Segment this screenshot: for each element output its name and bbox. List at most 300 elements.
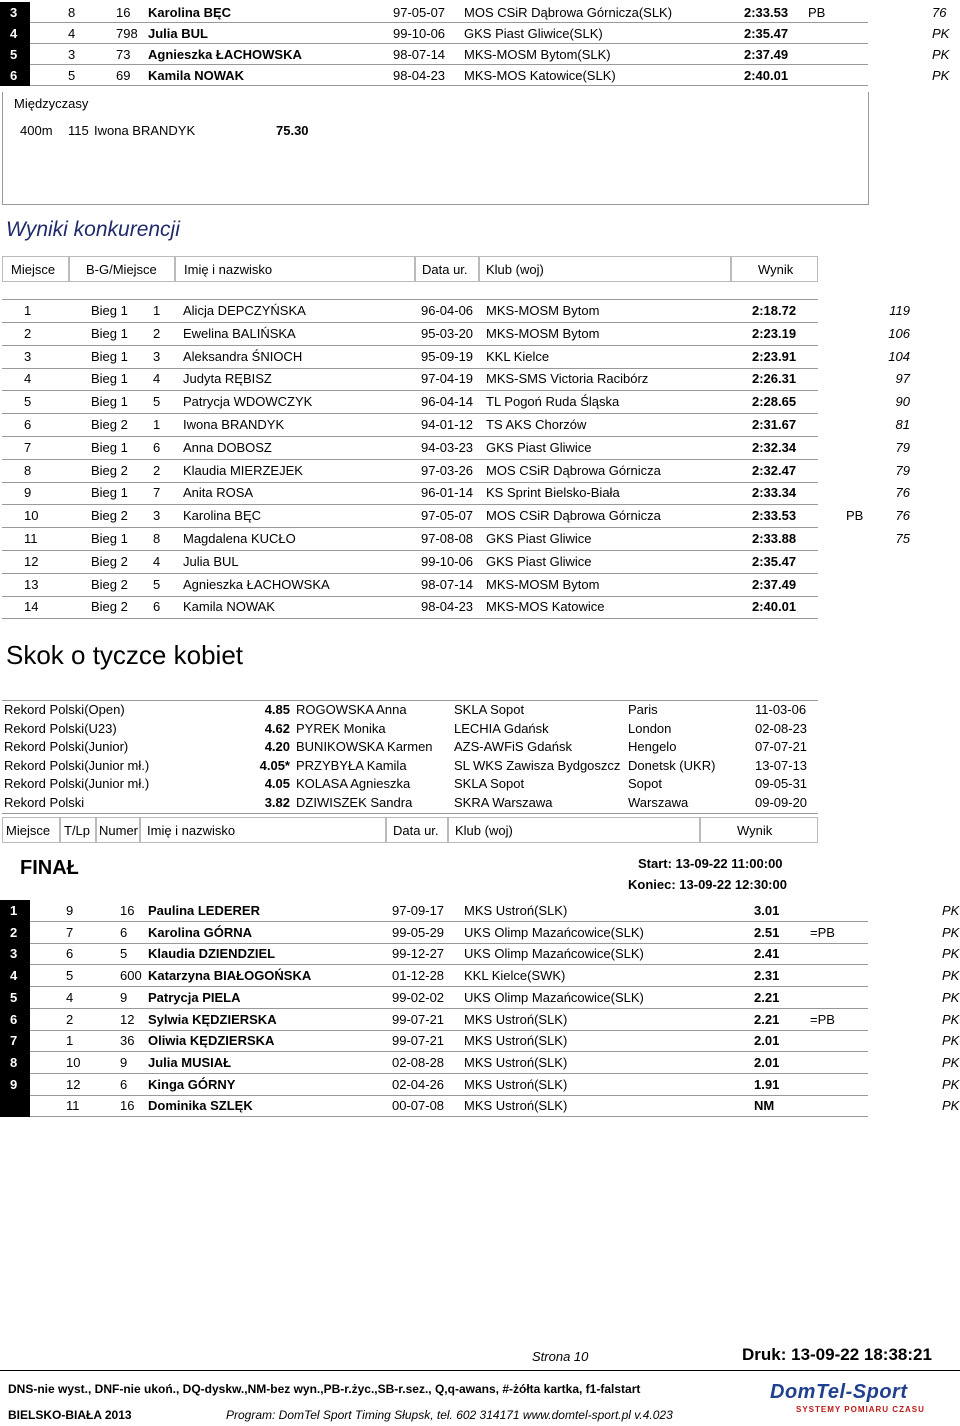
result: 3.01 — [754, 903, 780, 918]
place: 13 — [24, 576, 39, 592]
note: =PB — [810, 1011, 835, 1027]
table-row — [0, 482, 960, 504]
result: 2.01 — [754, 1033, 780, 1049]
club: MKS-SMS Victoria Racibórz — [486, 371, 649, 387]
athlete-name: Klaudia MIERZEJEK — [183, 462, 303, 478]
heat: Bieg 2 — [91, 462, 128, 478]
record-holder: KOLASA Agnieszka — [296, 776, 411, 792]
table-row — [0, 1030, 960, 1052]
athlete-name: Kamila NOWAK — [183, 599, 275, 615]
points: PK — [942, 1076, 960, 1092]
club: GKS Piast Gliwice — [486, 531, 592, 546]
record-holder: BUNIKOWSKA Karmen — [296, 739, 433, 755]
pv-hdr-lp: T/Lp — [64, 823, 91, 838]
result: 2:33.53 — [744, 5, 789, 20]
club: MKS-MOS Katowice — [486, 599, 605, 615]
club: MOS CSiR Dąbrowa Górnicza(SLK) — [464, 5, 673, 20]
points: 90 — [895, 394, 910, 410]
athlete-name: Magdalena KUCŁO — [183, 531, 296, 546]
points: PK — [942, 1011, 960, 1027]
birth-date: 98-04-23 — [421, 599, 474, 615]
record-club: AZS-AWFiS Gdańsk — [454, 739, 572, 755]
birth-date: 94-03-23 — [421, 439, 474, 455]
birth-date: 01-12-28 — [392, 968, 445, 984]
points: PK — [932, 47, 950, 62]
result: 2:40.01 — [744, 68, 789, 83]
table-row — [0, 44, 960, 65]
bib-number: 9 — [120, 989, 128, 1005]
birth-date: 98-07-14 — [393, 47, 446, 62]
points: PK — [942, 1098, 960, 1114]
place: 14 — [24, 599, 39, 615]
table-row — [0, 346, 960, 368]
table-row — [0, 900, 960, 922]
athlete-name: Patrycja PIELA — [148, 989, 241, 1005]
lane: 8 — [68, 5, 76, 20]
result: 2:18.72 — [752, 303, 797, 318]
place: 2 — [24, 325, 32, 341]
athlete-name: Ewelina BALIŃSKA — [183, 325, 296, 341]
split-distance: 400m — [20, 123, 53, 138]
points: 79 — [895, 439, 910, 455]
result: 2:32.47 — [752, 462, 797, 478]
place: 6 — [10, 68, 18, 83]
club: UKS Olimp Mazańcowice(SLK) — [464, 946, 644, 962]
athlete-name: Patrycja WDOWCZYK — [183, 394, 313, 410]
split-name: Iwona BRANDYK — [94, 123, 196, 138]
final-start: Start: 13-09-22 11:00:00 — [638, 856, 783, 871]
pv-hdr-dob: Data ur. — [393, 823, 439, 838]
bib-number: 6 — [120, 1076, 128, 1092]
record-holder: PYREK Monika — [296, 720, 386, 736]
result: 2:33.53 — [752, 508, 797, 524]
result: 2.01 — [754, 1054, 780, 1070]
club: MOS CSiR Dąbrowa Górnicza — [486, 508, 661, 524]
birth-date: 02-04-26 — [392, 1076, 445, 1092]
place: 5 — [24, 394, 32, 410]
club: KKL Kielce(SWK) — [464, 968, 566, 984]
points: 97 — [895, 371, 910, 387]
points: PK — [942, 946, 960, 962]
record-row — [0, 774, 820, 793]
birth-date: 97-04-19 — [421, 371, 474, 387]
record-row — [0, 756, 820, 775]
record-row — [0, 700, 820, 719]
result: 2.51 — [754, 924, 780, 940]
athlete-name: Judyta RĘBISZ — [183, 371, 272, 387]
bib-number: 16 — [120, 903, 135, 918]
heat: Bieg 2 — [91, 508, 128, 524]
birth-date: 99-10-06 — [421, 553, 474, 569]
lane: 2 — [66, 1011, 74, 1027]
heat-place: 5 — [153, 394, 161, 410]
legend: DNS-nie wyst., DNF-nie ukoń., DQ-dyskw.,NM-bez wyn.,PB-r.życ.,SB-r.sez., Q,q-awans, #-żółta kartka, f1-falstart — [8, 1382, 641, 1396]
table-row — [0, 505, 960, 527]
birth-date: 96-01-14 — [421, 485, 474, 501]
lane: 9 — [66, 903, 74, 918]
place: 6 — [24, 417, 32, 432]
hdr-name: Imię i nazwisko — [184, 262, 273, 277]
club: MKS Ustroń(SLK) — [464, 1033, 568, 1049]
place: 3 — [24, 348, 32, 364]
result: 2.21 — [754, 989, 780, 1005]
bib-number: 6 — [120, 924, 128, 940]
athlete-name: Katarzyna BIAŁOGOŃSKA — [148, 968, 312, 984]
athlete-name: Klaudia DZIENDZIEL — [148, 946, 276, 962]
athlete-name: Julia BUL — [148, 26, 208, 41]
heat: Bieg 1 — [91, 325, 128, 341]
hdr-club: Klub (woj) — [486, 262, 544, 277]
birth-date: 99-07-21 — [392, 1011, 445, 1027]
heat-place: 2 — [153, 325, 161, 341]
athlete-name: Paulina LEDERER — [148, 903, 260, 918]
record-value: 4.62 — [264, 720, 290, 736]
heat-place: 4 — [153, 553, 161, 569]
club: MKS-MOSM Bytom — [486, 325, 600, 341]
table-row — [0, 551, 960, 573]
record-date: 02-08-23 — [755, 720, 808, 736]
lane: 5 — [66, 968, 74, 984]
place: 7 — [10, 1033, 18, 1049]
athlete-name: Dominika SZLĘK — [148, 1098, 253, 1114]
place: 3 — [10, 5, 18, 20]
record-date: 11-03-06 — [755, 702, 807, 717]
record-club: LECHIA Gdańsk — [454, 720, 549, 736]
record-club: SKLA Sopot — [454, 702, 525, 717]
club: MKS-MOSM Bytom — [486, 303, 600, 318]
record-date: 07-07-21 — [755, 739, 808, 755]
club: TL Pogoń Ruda Śląska — [486, 394, 620, 410]
table-row — [0, 1074, 960, 1096]
athlete-name: Agnieszka ŁACHOWSKA — [183, 576, 330, 592]
club: MOS CSiR Dąbrowa Górnicza — [486, 462, 661, 478]
record-label: Rekord Polski(Junior mł.) — [4, 776, 150, 792]
athlete-name: Kamila NOWAK — [148, 68, 245, 83]
club: KKL Kielce — [486, 348, 550, 364]
table-row — [0, 2, 960, 23]
place: 4 — [10, 968, 18, 984]
result: 2.31 — [754, 968, 780, 984]
place: 12 — [24, 553, 39, 569]
club: TS AKS Chorzów — [486, 417, 587, 432]
note: =PB — [810, 924, 835, 940]
club: MKS Ustroń(SLK) — [464, 1076, 568, 1092]
points: PK — [942, 989, 960, 1005]
record-value: 3.82 — [264, 795, 290, 810]
lane: 4 — [68, 26, 76, 41]
place: 8 — [24, 462, 32, 478]
result: NM — [754, 1098, 775, 1114]
athlete-name: Karolina BĘC — [183, 508, 262, 524]
place: 8 — [10, 1054, 18, 1070]
record-label: Rekord Polski(Junior mł.) — [4, 757, 150, 773]
note: PB — [808, 5, 826, 20]
heat-place: 5 — [153, 576, 161, 592]
heat: Bieg 1 — [91, 485, 128, 501]
bib-number: 16 — [116, 5, 131, 20]
heat-place: 2 — [153, 462, 161, 478]
lane: 7 — [66, 924, 74, 940]
logo — [770, 1381, 950, 1421]
points: 106 — [888, 325, 910, 341]
lane: 10 — [66, 1054, 81, 1070]
pv-hdr-num: Numer — [99, 823, 139, 838]
heat-place: 3 — [153, 348, 161, 364]
record-row — [0, 793, 820, 812]
heat: Bieg 1 — [91, 303, 128, 318]
result: 2:35.47 — [752, 553, 797, 569]
pv-hdr-name: Imię i nazwisko — [147, 823, 236, 838]
athlete-name: Sylwia KĘDZIERSKA — [148, 1011, 277, 1027]
points: PK — [942, 1033, 960, 1049]
club: MKS-MOS Katowice(SLK) — [464, 68, 616, 83]
lane: 11 — [66, 1098, 80, 1114]
bib-number: 798 — [116, 26, 138, 41]
hdr-result: Wynik — [758, 262, 794, 277]
result: 2:32.34 — [752, 439, 797, 455]
heat-place: 3 — [153, 508, 161, 524]
record-label: Rekord Polski(Open) — [4, 702, 125, 717]
table-row — [0, 596, 960, 618]
club: UKS Olimp Mazańcowice(SLK) — [464, 924, 644, 940]
athlete-name: Oliwia KĘDZIERSKA — [148, 1033, 275, 1049]
result: 2:37.49 — [752, 576, 797, 592]
result: 2:37.49 — [744, 47, 789, 62]
place: 7 — [24, 439, 32, 455]
club: MKS-MOSM Bytom(SLK) — [464, 47, 611, 62]
record-place: Donetsk (UKR) — [628, 757, 716, 773]
table-row — [0, 300, 960, 322]
bib-number: 9 — [120, 1054, 128, 1070]
heat: Bieg 1 — [91, 394, 128, 410]
athlete-name: Iwona BRANDYK — [183, 417, 285, 432]
hdr-place: Miejsce — [11, 262, 56, 277]
record-holder: ROGOWSKA Anna — [296, 702, 407, 717]
athlete-name: Alicja DEPCZYŃSKA — [183, 303, 306, 318]
table-row — [0, 391, 960, 413]
lane: 3 — [68, 47, 76, 62]
athlete-name: Anna DOBOSZ — [183, 439, 272, 455]
heat-place: 6 — [153, 439, 161, 455]
club: MKS Ustroń(SLK) — [464, 1011, 568, 1027]
print-date: Druk: 13-09-22 18:38:21 — [742, 1345, 932, 1364]
table-row — [0, 1052, 960, 1074]
birth-date: 02-08-28 — [392, 1054, 445, 1070]
birth-date: 97-03-26 — [421, 462, 474, 478]
event-name: BIELSKO-BIAŁA 2013 — [8, 1408, 132, 1422]
heat-place: 4 — [153, 371, 161, 387]
bib-number: 5 — [120, 946, 128, 962]
final-title: FINAŁ — [20, 857, 79, 879]
points: PK — [932, 68, 950, 83]
record-place: London — [628, 720, 672, 736]
club: GKS Piast Gliwice — [486, 553, 592, 569]
table-row — [0, 414, 960, 436]
club: MKS-MOSM Bytom — [486, 576, 600, 592]
heat: Bieg 2 — [91, 576, 128, 592]
place: 9 — [24, 485, 32, 501]
program-info: Program: DomTel Sport Timing Słupsk, tel. 602 314171 www.domtel-sport.pl v.4.023 — [226, 1408, 673, 1422]
bib-number: 36 — [120, 1033, 135, 1049]
result: 2:23.19 — [752, 325, 797, 341]
section-title-konkurencja: Wyniki konkurencji — [6, 218, 180, 241]
points: 119 — [889, 303, 910, 318]
result: 2:26.31 — [752, 371, 797, 387]
heat-place: 8 — [153, 531, 161, 546]
heat: Bieg 1 — [91, 371, 128, 387]
result: 2:35.47 — [744, 26, 789, 41]
record-label: Rekord Polski(U23) — [4, 720, 117, 736]
note: PB — [846, 508, 864, 524]
place: 9 — [10, 1076, 18, 1092]
page-number: Strona 10 — [532, 1349, 589, 1364]
bib-number: 12 — [120, 1011, 135, 1027]
birth-date: 99-05-29 — [392, 924, 445, 940]
result: 2:28.65 — [752, 394, 797, 410]
table-row — [0, 943, 960, 965]
place: 1 — [24, 303, 32, 318]
record-date: 09-09-20 — [755, 795, 808, 810]
points: PK — [942, 903, 960, 918]
athlete-name: Anita ROSA — [183, 485, 254, 501]
athlete-name: Aleksandra ŚNIOCH — [183, 348, 303, 364]
points: 76 — [932, 5, 947, 20]
record-club: SKLA Sopot — [454, 776, 525, 792]
table-row — [0, 1009, 960, 1031]
record-label: Rekord Polski(Junior) — [4, 739, 129, 755]
birth-date: 99-12-27 — [392, 946, 445, 962]
athlete-name: Julia BUL — [183, 553, 239, 569]
result: 2:31.67 — [752, 417, 797, 432]
heat: Bieg 2 — [91, 553, 128, 569]
birth-date: 00-07-08 — [392, 1098, 445, 1114]
result: 2.21 — [754, 1011, 780, 1027]
points: 81 — [895, 417, 910, 432]
points: 76 — [895, 485, 910, 501]
points: 79 — [895, 462, 910, 478]
bib-number: 16 — [120, 1098, 135, 1114]
record-value: 4.20 — [264, 739, 290, 755]
place: 1 — [10, 903, 18, 918]
lane: 1 — [66, 1033, 74, 1049]
club: GKS Piast Gliwice — [486, 439, 592, 455]
heat-place: 6 — [153, 599, 161, 615]
birth-date: 97-09-17 — [392, 903, 445, 918]
place: 4 — [10, 26, 18, 41]
table-row — [0, 965, 960, 987]
club: MKS Ustroń(SLK) — [464, 1098, 568, 1114]
heat-place: 1 — [153, 303, 161, 318]
hdr-dob: Data ur. — [422, 262, 468, 277]
result: 2:40.01 — [752, 599, 797, 615]
bib-number: 69 — [116, 68, 131, 83]
athlete-name: Kinga GÓRNY — [148, 1076, 236, 1092]
record-value: 4.85 — [264, 702, 290, 717]
table-row — [0, 922, 960, 944]
club: MKS Ustroń(SLK) — [464, 903, 568, 918]
table-row — [0, 323, 960, 345]
result: 2:33.88 — [752, 531, 797, 546]
table-row — [0, 574, 960, 596]
record-place: Warszawa — [628, 795, 689, 810]
place: 5 — [10, 47, 18, 62]
club: UKS Olimp Mazańcowice(SLK) — [464, 989, 644, 1005]
result: 2.41 — [754, 946, 780, 962]
record-value: 4.05 — [264, 776, 290, 792]
split-number: 115 — [68, 123, 89, 138]
club: KS Sprint Bielsko-Biała — [486, 485, 620, 501]
club: GKS Piast Gliwice(SLK) — [464, 26, 603, 41]
birth-date: 97-08-08 — [421, 531, 474, 546]
pv-hdr-club: Klub (woj) — [455, 823, 513, 838]
section-title-pole-vault: Skok o tyczce kobiet — [6, 640, 243, 670]
splits-title: Międzyczasy — [14, 96, 89, 111]
birth-date: 96-04-14 — [421, 394, 474, 410]
birth-date: 97-05-07 — [393, 5, 446, 20]
place: 11 — [24, 531, 38, 546]
result: 2:23.91 — [752, 348, 797, 364]
birth-date: 99-10-06 — [393, 26, 446, 41]
athlete-name: Karolina GÓRNA — [148, 924, 253, 940]
table-row — [0, 1095, 960, 1117]
table-row — [0, 460, 960, 482]
table-row — [0, 987, 960, 1009]
birth-date: 94-01-12 — [421, 417, 474, 432]
record-club: SL WKS Zawisza Bydgoszcz — [454, 757, 621, 773]
pv-hdr-place: Miejsce — [6, 823, 51, 838]
record-label: Rekord Polski — [4, 795, 85, 810]
lane: 12 — [66, 1076, 81, 1092]
heat: Bieg 2 — [91, 599, 128, 615]
points: 76 — [895, 508, 910, 524]
athlete-name: Karolina BĘC — [148, 5, 232, 20]
record-place: Sopot — [628, 776, 662, 792]
heat: Bieg 2 — [91, 417, 128, 432]
record-place: Hengelo — [628, 739, 677, 755]
place: 10 — [24, 508, 39, 524]
place: 2 — [10, 924, 18, 940]
birth-date: 98-04-23 — [393, 68, 446, 83]
points: PK — [942, 1054, 960, 1070]
final-end: Koniec: 13-09-22 12:30:00 — [628, 877, 787, 892]
heat: Bieg 1 — [91, 439, 128, 455]
place: 4 — [24, 371, 32, 387]
place: 5 — [10, 989, 18, 1005]
record-value: 4.05* — [259, 757, 290, 773]
table-row — [0, 528, 960, 550]
athlete-name: Agnieszka ŁACHOWSKA — [148, 47, 302, 62]
birth-date: 99-07-21 — [392, 1033, 445, 1049]
record-date: 09-05-31 — [755, 776, 808, 792]
heat-place: 7 — [153, 485, 161, 501]
table-row — [0, 368, 960, 390]
birth-date: 95-03-20 — [421, 325, 474, 341]
points: PK — [942, 968, 960, 984]
birth-date: 96-04-06 — [421, 303, 474, 318]
result: 1.91 — [754, 1076, 780, 1092]
record-date: 13-07-13 — [755, 757, 808, 773]
heat: Bieg 1 — [91, 531, 128, 546]
birth-date: 99-02-02 — [392, 989, 445, 1005]
heat: Bieg 1 — [91, 348, 128, 364]
record-row — [0, 719, 820, 738]
pv-hdr-result: Wynik — [737, 823, 773, 838]
table-row — [0, 437, 960, 459]
lane: 5 — [68, 68, 76, 83]
points: 75 — [895, 531, 910, 546]
record-row — [0, 737, 820, 756]
points: PK — [942, 924, 960, 940]
